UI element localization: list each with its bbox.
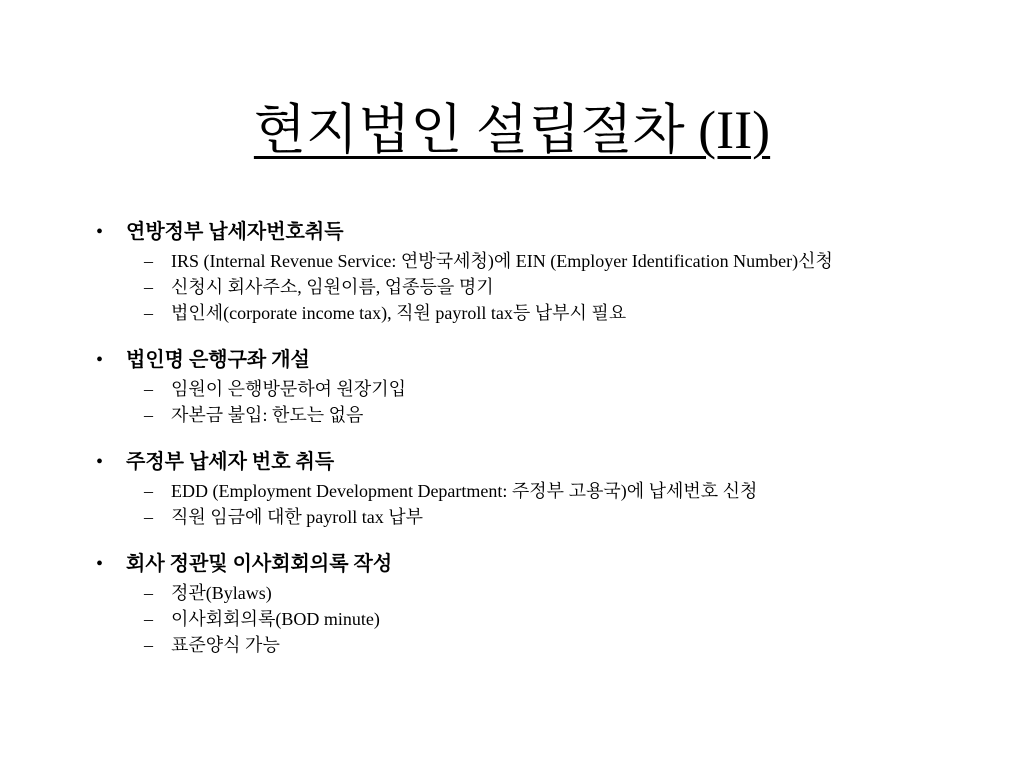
sub-item-text: IRS (Internal Revenue Service: 연방국세청)에 EIN (Employer Identification Number)신청 (171, 251, 833, 271)
section-bank-account (96, 346, 996, 426)
sub-item (144, 404, 996, 426)
sub-item (144, 276, 996, 298)
sub-item (144, 378, 996, 400)
bullet-heading: 주정부 납세자 번호 취득 (126, 451, 335, 473)
dash-icon: – (144, 609, 153, 629)
sub-item-text: 직원 임금에 대한 payroll tax 납부 (171, 507, 423, 527)
bullet-icon: • (96, 451, 104, 473)
bullet-item (96, 218, 996, 246)
slide-title (0, 90, 1024, 170)
bullet-heading: 회사 정관및 이사회회의록 작성 (126, 553, 393, 575)
sub-item (144, 506, 996, 528)
dash-icon: – (144, 507, 153, 527)
bullet-icon: • (96, 349, 104, 371)
section-state-tax-id (96, 448, 996, 528)
sub-item (144, 608, 996, 630)
slide-title-text: 현지법인 설립절차 (II) (253, 100, 771, 160)
section-federal-tax-id (96, 218, 996, 324)
dash-icon: – (144, 251, 153, 271)
dash-icon: – (144, 303, 153, 323)
sub-item (144, 302, 996, 324)
sub-item-text: 정관(Bylaws) (171, 583, 272, 603)
bullet-icon: • (96, 221, 104, 243)
sub-item-text: 신청시 회사주소, 임원이름, 업종등을 명기 (171, 277, 494, 297)
sub-item-text: 이사회회의록(BOD minute) (171, 609, 380, 629)
bullet-icon: • (96, 553, 104, 575)
bullet-item (96, 346, 996, 374)
dash-icon: – (144, 635, 153, 655)
sub-item (144, 582, 996, 604)
dash-icon: – (144, 405, 153, 425)
bullet-item (96, 448, 996, 476)
dash-icon: – (144, 583, 153, 603)
section-bylaws-minutes (96, 550, 996, 656)
sub-item (144, 634, 996, 656)
sub-item-text: 표준양식 가능 (171, 635, 280, 655)
sub-item-text: 자본금 불입: 한도는 없음 (171, 405, 364, 425)
sub-item (144, 480, 996, 502)
bullet-heading: 법인명 은행구좌 개설 (126, 349, 310, 371)
sub-item-text: 임원이 은행방문하여 원장기입 (171, 379, 407, 399)
bullet-heading: 연방정부 납세자번호취득 (126, 221, 344, 243)
dash-icon: – (144, 277, 153, 297)
sub-item (144, 250, 996, 272)
dash-icon: – (144, 481, 153, 501)
dash-icon: – (144, 379, 153, 399)
sub-item-text: 법인세(corporate income tax), 직원 payroll tax등 납부시 필요 (171, 303, 627, 323)
slide-content (96, 218, 996, 656)
bullet-item (96, 550, 996, 578)
sub-item-text: EDD (Employment Development Department: 주정부 고용국)에 납세번호 신청 (171, 481, 758, 501)
